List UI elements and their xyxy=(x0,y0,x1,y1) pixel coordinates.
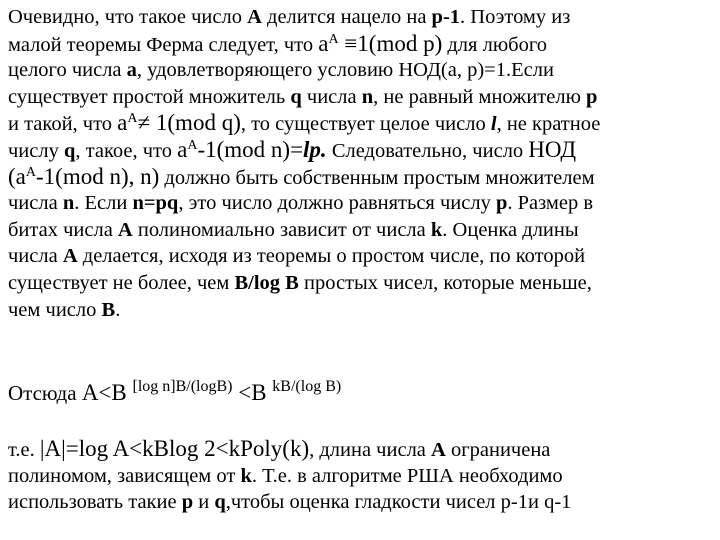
superscript: A xyxy=(187,137,198,153)
text-line: т.е. |A|=log A<kBlog 2<kPoly(k), длина числа A ограничена xyxy=(8,436,551,461)
formula: a xyxy=(117,110,128,136)
superscript: A xyxy=(25,164,36,180)
superscript: kB/(log B) xyxy=(272,378,342,395)
text-line: существует простой множитель q числа n, не равный множителю p xyxy=(8,85,598,108)
text-line: и такой, что $a^A\ne 1(mod$ q), то существует целое число l, не кратное xyxy=(8,110,601,136)
superscript: [log n]B/(logB) xyxy=(132,378,233,395)
text-line: числа A делается, исходя из теоремы о простом числе, по которой xyxy=(8,245,586,268)
main-paragraph xyxy=(8,4,716,323)
inequality-paragraph xyxy=(8,380,716,407)
text-line: полиномом, зависящем от k. Т.е. в алгоритме РША необходимо xyxy=(8,464,563,487)
formula: -1(mod n), n) xyxy=(36,163,160,189)
text-line: числа n. Если n=pq, это число должно равняться числу p. Размер в xyxy=(8,192,594,215)
formula: ≠ 1(mod q) xyxy=(137,110,241,136)
text-line: целого числа a, удовлетворяющего условию НОД(a, p)=1.Если xyxy=(8,59,554,82)
text-line: числу q, такое, что $a^A-1(mod$ n)=lp. Следовательно, число НОД xyxy=(8,136,577,162)
superscript: A xyxy=(328,31,339,47)
text-line: существует не более, чем B/log B простых чисел, которые меньше, xyxy=(8,271,592,294)
formula: A<B xyxy=(81,380,133,405)
formula: a xyxy=(318,30,329,56)
formula: (a xyxy=(8,163,26,189)
text-line: битах числа A полиномиально зависит от числа k. Оценка длины xyxy=(8,218,579,241)
formula: <B xyxy=(232,380,273,405)
text-line: малой теоремы Ферма следует, что $a^A \equiv 1(mod$ p) для любого xyxy=(8,30,547,56)
text-line: Отсюда A<B $^{[log n]B/(logB)}$ <B $^{kB/(log B)}$ xyxy=(8,378,342,405)
text-line: ($a^A-1(mod$ n), n) должно быть собственным простым множителем xyxy=(8,163,595,189)
formula: a xyxy=(177,136,188,162)
formula: -1(mod n)= xyxy=(197,136,304,162)
text-line: Очевидно, что такое число A делится нацело на p-1. Поэтому из xyxy=(8,6,571,28)
text-line: использовать такие p и q,чтобы оценка гладкости чисел p-1и q-1 xyxy=(8,491,572,514)
formula: |A|=log A<kBlog 2<kPoly(k) xyxy=(39,436,310,461)
text-line: чем число B. xyxy=(8,298,121,321)
conclusion-paragraph xyxy=(8,436,716,516)
formula: ≡1(mod p) xyxy=(338,30,443,56)
superscript: A xyxy=(127,111,138,127)
